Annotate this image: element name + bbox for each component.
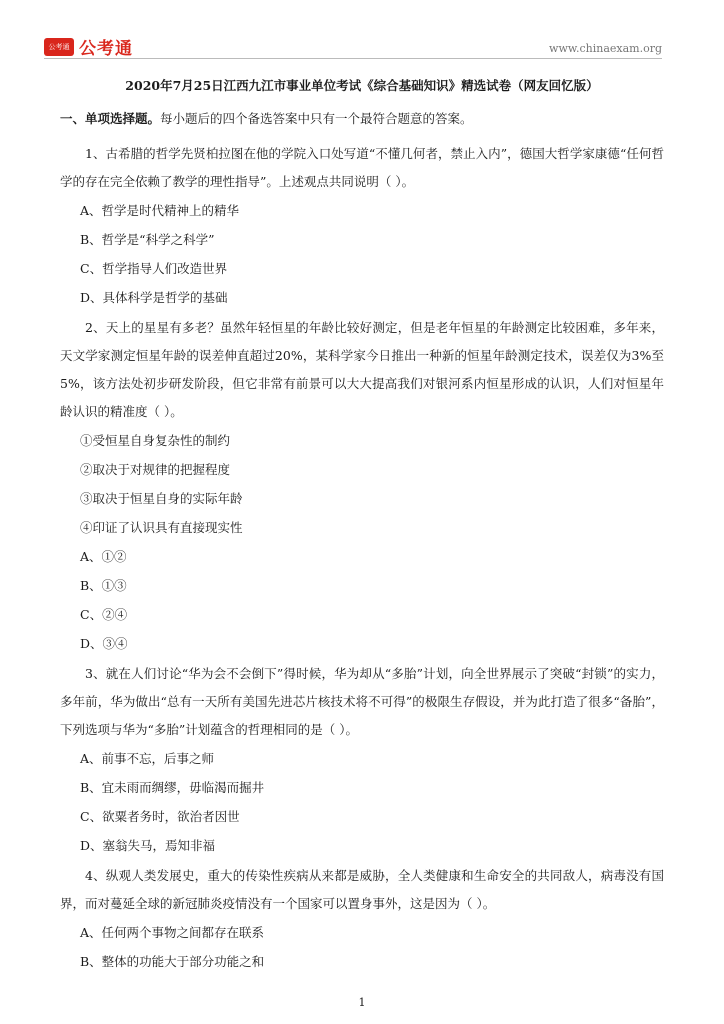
question-stem: 1、古希腊的哲学先贤柏拉图在他的学院入口处写道“不懂几何者，禁止入内”，德国大哲学家康德“任何哲学的存在完全依赖了教学的理性指导”。上述观点共同说明（ ）。 [60,146,664,189]
statement-3: ③取决于恒星自身的实际年龄 [80,491,243,506]
option-d: D、塞翁失马，焉知非福 [80,838,216,853]
question-4 [60,862,664,976]
question-stem: 2、天上的星星有多老？虽然年轻恒星的年龄比较好测定，但是老年恒星的年龄测定比较困难，多年来，天文学家测定恒星年龄的误差伸直超过20%，某科学家今日推出一种新的恒星年龄测定技术，误差仅为3%至5%，该方法处初步研发阶段，但它非常有前景可以大大提高我们对银河系内恒星形成的认识，人们对恒星年龄认识的精准度（ ）。 [60,320,664,419]
option-b: B、①③ [80,578,127,593]
document-body [60,76,664,976]
option-a: A、任何两个事物之间都存在联系 [80,925,265,940]
statement-1: ①受恒星自身复杂性的制约 [80,433,231,448]
brand-logo [44,34,133,59]
page-number: 1 [358,996,366,1009]
statement-4: ④印证了认识具有直接现实性 [80,520,243,535]
question-stem: 3、就在人们讨论“华为会不会倒下”得时候，华为却从“多胎”计划，向全世界展示了突破“封锁”的实力，多年前，华为做出“总有一天所有美国先进芯片核技术将不可得”的极限生存假设，并为此打造了很多“备胎”，下列选项与华为“多胎”计划蕴含的哲理相同的是（ ）。 [60,666,664,737]
option-d: D、具体科学是哲学的基础 [80,290,228,305]
question-1 [60,140,664,312]
option-a: A、①② [80,549,127,564]
question-2 [60,314,664,658]
option-d: D、③④ [80,636,128,651]
option-b: B、宜未雨而绸缪，毋临渴而掘井 [80,780,265,795]
header-divider [44,58,662,59]
option-c: C、欲粟者务时，欲治者因世 [80,809,240,824]
option-a: A、前事不忘，后事之师 [80,751,215,766]
section-heading [60,108,664,130]
document-title: 2020年7月25日江西九江市事业单位考试《综合基础知识》精选试卷（网友回忆版） [125,78,599,93]
option-c: C、②④ [80,607,128,622]
section-heading-instructions: 每小题后的四个备选答案中只有一个最符合题意的答案。 [160,111,473,126]
question-3 [60,660,664,860]
question-stem: 4、纵观人类发展史，重大的传染性疾病从来都是威胁，全人类健康和生命安全的共同敌人，病毒没有国界，而对蔓延全球的新冠肺炎疫情没有一个国家可以置身事外，这是因为（ ）。 [60,868,664,911]
section-heading-label: 一、单项选择题。 [60,111,161,126]
statement-2: ②取决于对规律的把握程度 [80,462,231,477]
page-header [44,28,662,62]
option-b: B、整体的功能大于部分功能之和 [80,954,265,969]
option-b: B、哲学是“科学之科学” [80,232,215,247]
logo-badge-icon: 公考通 [44,38,74,56]
option-c: C、哲学指导人们改造世界 [80,261,228,276]
logo-text: 公考通 [79,39,133,59]
option-a: A、哲学是时代精神上的精华 [80,203,240,218]
site-url[interactable]: www.chinaexam.org [549,42,662,55]
